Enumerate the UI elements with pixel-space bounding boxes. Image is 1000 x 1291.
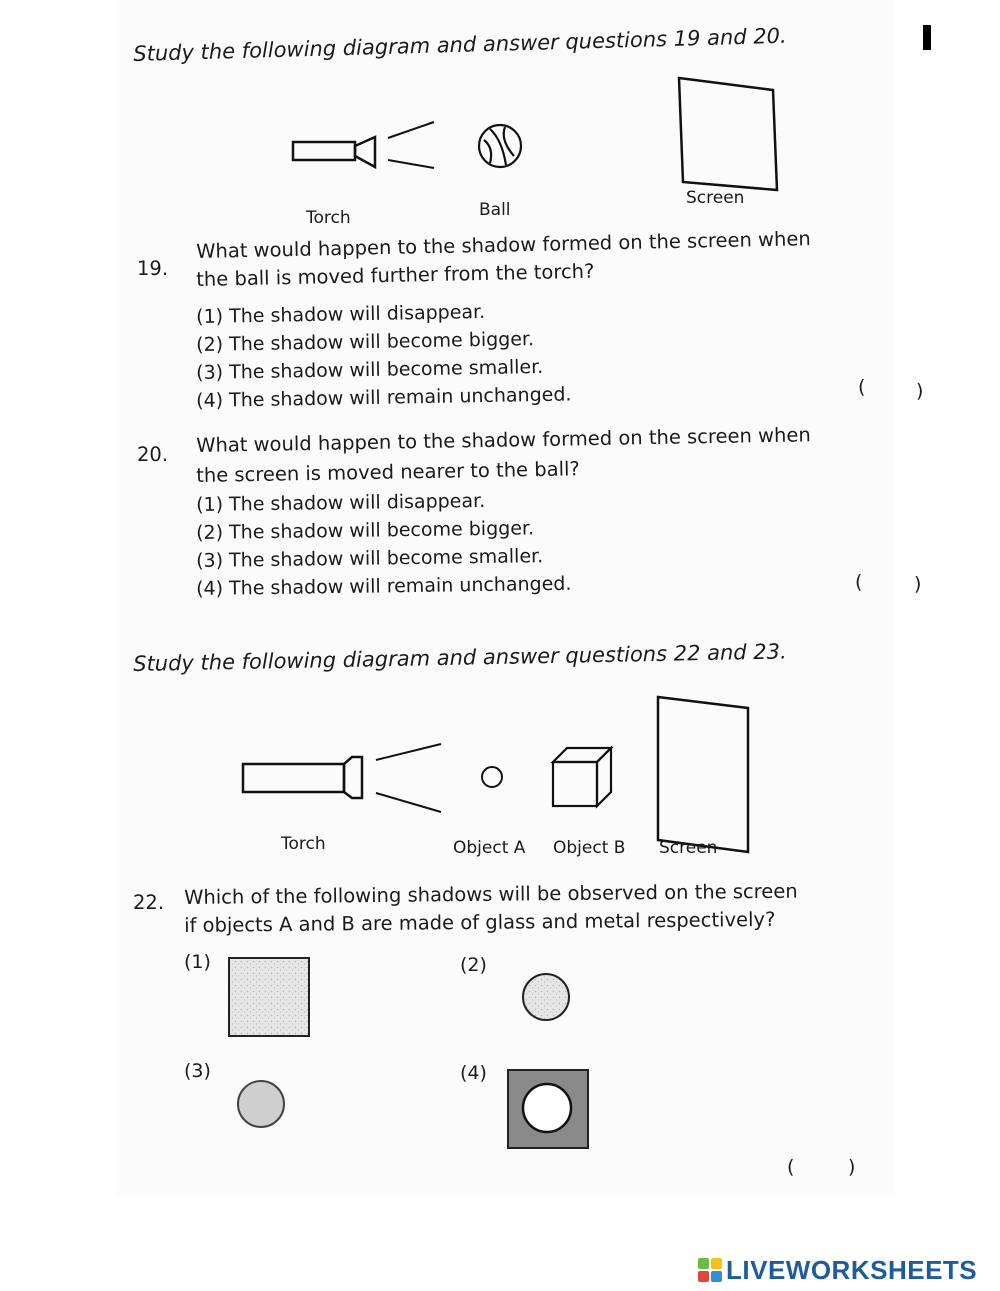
section2-header: Study the following diagram and answer questions 22 and 23. [133,639,787,676]
q19-option-4: (4) The shadow will remain unchanged. [196,383,572,412]
liveworksheets-logo-icon [698,1258,722,1282]
q20-answer-bracket-open[interactable]: ( [855,571,863,593]
torch2-label: Torch [281,834,326,854]
q22-answer-bracket-open[interactable]: ( [787,1156,795,1178]
q22-choice-1-label: (1) [184,951,211,973]
q19-option-3: (3) The shadow will become smaller. [196,355,544,384]
object-b-label: Object B [553,838,626,858]
screen-label: Screen [686,188,745,208]
ball-label: Ball [479,200,511,220]
q19-answer-bracket-close[interactable]: ) [916,380,924,402]
choice-3-circle-shadow [238,1081,284,1127]
q22-number: 22. [133,891,165,914]
liveworksheets-logo[interactable] [698,1256,977,1284]
q19-option-2: (2) The shadow will become bigger. [196,328,535,356]
q20-text-line2: the screen is moved nearer to the ball? [196,457,580,487]
q22-choice-2-label: (2) [460,954,487,976]
section1-header: Study the following diagram and answer questions 19 and 20. [133,23,787,66]
q22-text-line1: Which of the following shadows will be observed on the screen [184,879,798,909]
q20-option-2: (2) The shadow will become bigger. [196,517,535,544]
q20-number: 20. [137,443,169,466]
q19-option-1: (1) The shadow will disappear. [196,300,486,328]
q20-text-line1: What would happen to the shadow formed on the screen when [196,423,811,457]
q20-option-1: (1) The shadow will disappear. [196,489,486,516]
q22-text-line2: if objects A and B are made of glass and metal respectively? [184,907,776,937]
choice-2-circle-shadow [523,974,569,1020]
q19-answer-bracket-open[interactable]: ( [858,376,866,398]
torch-label: Torch [306,208,351,228]
object-a-label: Object A [453,838,526,858]
q20-answer-bracket-close[interactable]: ) [914,573,922,595]
q19-number: 19. [137,257,169,280]
q22-choice-4-label: (4) [460,1062,487,1084]
q20-option-3: (3) The shadow will become smaller. [196,545,544,572]
screen2-label: Screen [659,838,718,858]
choice-1-square-shadow [229,958,309,1036]
liveworksheets-brand-text: LIVEWORKSHEETS [726,1254,978,1285]
q19-text-line2: the ball is moved further from the torch? [196,259,595,291]
choice-4-square-with-hole-shadow [508,1070,588,1148]
q22-answer-bracket-close[interactable]: ) [848,1156,856,1178]
q20-option-4: (4) The shadow will remain unchanged. [196,572,572,600]
q22-choice-3-label: (3) [184,1060,211,1082]
q19-text-line1: What would happen to the shadow formed on the screen when [196,227,811,263]
